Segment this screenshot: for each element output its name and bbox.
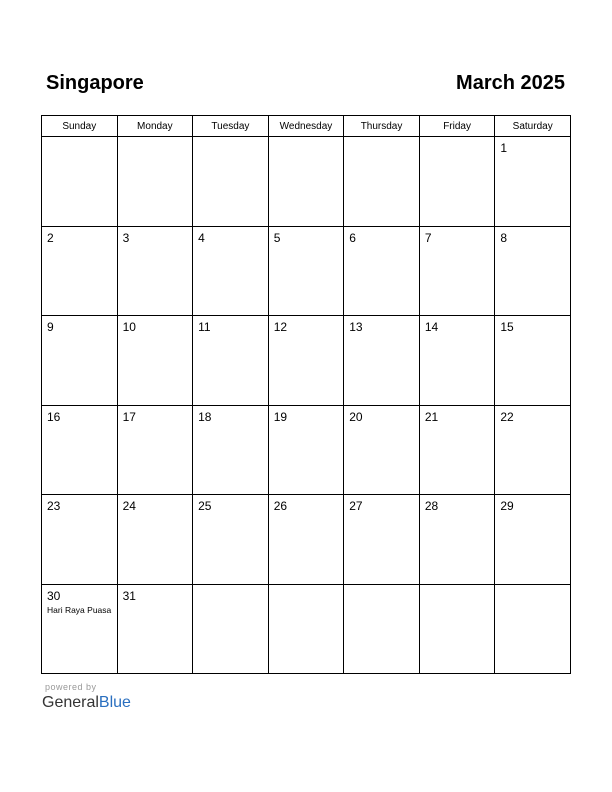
weekday-tuesday: Tuesday xyxy=(193,116,269,137)
day-number: 16 xyxy=(47,409,61,424)
powered-by-text: powered by xyxy=(45,682,97,692)
day-cell xyxy=(117,495,193,585)
weekday-thursday: Thursday xyxy=(344,116,420,137)
week-row xyxy=(42,495,571,585)
brand-blue-text: Blue xyxy=(98,694,131,711)
day-cell xyxy=(193,137,269,227)
day-cell xyxy=(42,495,118,585)
day-cell xyxy=(117,405,193,495)
day-number: 9 xyxy=(47,320,54,334)
day-number: 20 xyxy=(349,409,363,424)
day-number: 25 xyxy=(198,499,212,513)
day-cell xyxy=(419,137,495,227)
day-cell xyxy=(344,226,420,316)
day-number xyxy=(269,585,344,589)
day-number xyxy=(42,137,117,141)
day-number: 31 xyxy=(122,588,136,603)
day-number: 26 xyxy=(273,499,288,513)
day-number xyxy=(118,137,193,141)
day-cell xyxy=(419,405,495,495)
day-number: 10 xyxy=(122,320,136,334)
generalblue-logo-link[interactable] xyxy=(42,694,131,712)
day-cell xyxy=(268,495,344,585)
day-cell xyxy=(268,226,344,316)
holiday-label: Hari Raya Puasa xyxy=(47,604,112,615)
day-cell xyxy=(117,137,193,227)
day-number: 22 xyxy=(500,409,514,424)
day-number: 27 xyxy=(349,499,363,513)
weekday-monday: Monday xyxy=(117,116,193,137)
day-cell xyxy=(42,226,118,316)
brand-general-text: General xyxy=(42,694,99,711)
calendar-grid xyxy=(41,115,571,674)
day-number: 19 xyxy=(273,409,288,424)
weekday-sunday: Sunday xyxy=(42,116,118,137)
calendar-month-title: March 2025 xyxy=(456,72,565,94)
day-cell xyxy=(193,495,269,585)
day-cell xyxy=(193,226,269,316)
day-cell xyxy=(268,316,344,406)
day-number: 28 xyxy=(424,499,439,513)
day-number: 11 xyxy=(198,320,211,334)
day-number xyxy=(344,585,419,589)
day-number xyxy=(420,585,495,589)
day-number: 30 xyxy=(47,588,61,603)
day-number xyxy=(420,137,495,141)
calendar-country-title: Singapore xyxy=(46,72,144,94)
day-cell xyxy=(495,495,571,585)
day-cell xyxy=(42,405,118,495)
day-number xyxy=(344,137,419,141)
day-cell xyxy=(193,405,269,495)
day-cell xyxy=(193,316,269,406)
day-number: 4 xyxy=(198,230,205,245)
day-number xyxy=(193,585,268,589)
week-row xyxy=(42,316,571,406)
day-cell xyxy=(495,316,571,406)
day-cell xyxy=(495,226,571,316)
day-number: 2 xyxy=(47,230,54,245)
day-number: 5 xyxy=(273,230,281,245)
day-number xyxy=(269,137,344,141)
day-number: 15 xyxy=(500,320,514,334)
day-number: 18 xyxy=(198,409,212,424)
day-number: 7 xyxy=(424,230,432,245)
day-cell xyxy=(42,584,118,674)
day-number: 14 xyxy=(424,320,439,334)
week-row xyxy=(42,584,571,674)
day-number: 6 xyxy=(349,230,356,245)
day-cell xyxy=(419,495,495,585)
day-cell xyxy=(344,495,420,585)
day-cell xyxy=(117,584,193,674)
day-cell xyxy=(344,405,420,495)
weekday-header-row xyxy=(42,116,571,137)
weekday-wednesday: Wednesday xyxy=(268,116,344,137)
day-number: 29 xyxy=(500,499,514,513)
day-number xyxy=(193,137,268,141)
day-cell xyxy=(495,137,571,227)
day-cell xyxy=(42,137,118,227)
day-number: 24 xyxy=(122,499,136,513)
day-cell xyxy=(419,584,495,674)
day-cell xyxy=(344,316,420,406)
day-cell xyxy=(42,316,118,406)
day-cell xyxy=(344,584,420,674)
day-cell xyxy=(268,405,344,495)
day-number xyxy=(495,585,570,589)
day-number: 13 xyxy=(349,320,363,334)
day-cell xyxy=(268,137,344,227)
day-number: 3 xyxy=(122,230,130,245)
day-cell xyxy=(495,405,571,495)
week-row xyxy=(42,137,571,227)
day-cell xyxy=(344,137,420,227)
day-number: 8 xyxy=(500,230,508,245)
day-number: 12 xyxy=(273,320,288,334)
weekday-friday: Friday xyxy=(419,116,495,137)
week-row xyxy=(42,405,571,495)
week-row xyxy=(42,226,571,316)
weekday-saturday: Saturday xyxy=(495,116,571,137)
day-cell xyxy=(268,584,344,674)
day-cell xyxy=(117,226,193,316)
day-number: 21 xyxy=(424,409,439,424)
day-number: 17 xyxy=(122,409,136,424)
day-cell xyxy=(193,584,269,674)
day-cell xyxy=(419,226,495,316)
day-number: 23 xyxy=(47,499,61,513)
day-cell xyxy=(495,584,571,674)
day-cell xyxy=(117,316,193,406)
day-number: 1 xyxy=(500,141,508,155)
day-cell xyxy=(419,316,495,406)
